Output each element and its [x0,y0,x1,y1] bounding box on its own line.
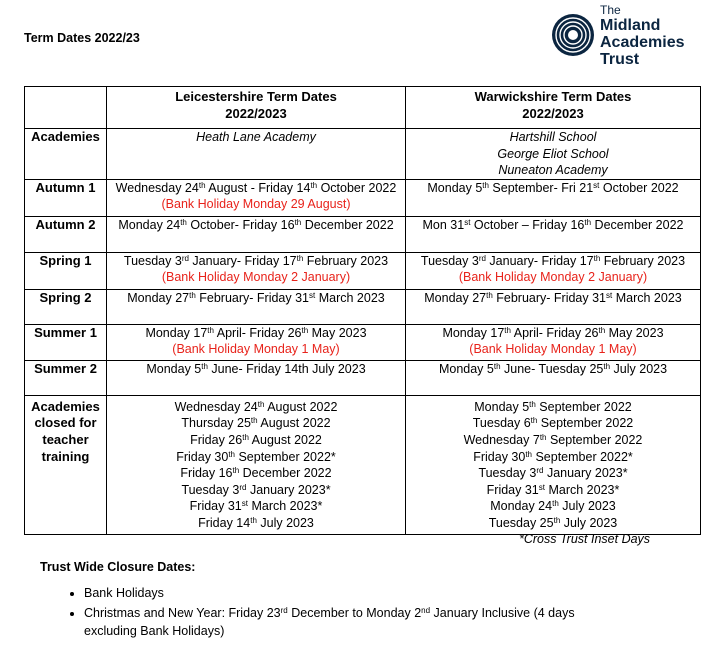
date-range: Monday 5th September- Fri 21st October 2022 [427,180,679,195]
date-range: Monday 17th April- Friday 26th May 2023 [442,325,664,340]
warw-academies-list [406,129,701,180]
warw-academy-name: Hartshill School [509,130,597,144]
closure-dates-list [60,584,604,642]
row-label-academies: Academies [25,129,107,180]
bank-holiday-note: (Bank Holiday Monday 2 January) [161,270,351,285]
trust-logo [550,4,700,70]
table-row [25,216,701,252]
date-range: Monday 17th April- Friday 26th May 2023 [145,325,367,340]
header-warw-year: 2022/2023 [522,106,584,121]
list-item: Friday 31st March 2023* [189,499,323,514]
bank-holiday-note: (Bank Holiday Monday 2 January) [458,270,648,285]
date-range: Monday 5th June- Friday 14th July 2023 [146,361,366,376]
list-item: Friday 30th September 2022* [176,449,336,464]
table-row [25,129,701,180]
row-label-autumn2: Autumn 2 [25,216,107,252]
warw-autumn2-dates [406,216,701,252]
warw-spring1-dates [406,252,701,289]
leic-spring1-dates [107,252,406,289]
warw-summer1-dates [406,324,701,360]
table-row [25,252,701,289]
list-item: Tuesday 25th July 2023 [488,515,618,530]
inset-days-footnote: *Cross Trust Inset Days [519,532,651,546]
list-item: Tuesday 3rd January 2023* [181,482,331,497]
row-label-autumn1: Autumn 1 [25,179,107,216]
header-warwickshire [406,87,701,129]
leic-summer1-dates [107,324,406,360]
date-range: Monday 27th February- Friday 31st March 2023 [127,290,385,305]
logo-text [600,4,685,68]
date-range: Tuesday 3rd January- Friday 17th February 2023 [420,253,686,268]
warw-inset-days [406,395,701,534]
logo-line-academies: Academies [600,34,685,51]
row-label-summer2: Summer 2 [25,360,107,395]
bank-holiday-note: (Bank Holiday Monday 29 August) [161,197,351,212]
table-row [25,324,701,360]
warw-summer2-dates [406,360,701,395]
logo-line-trust: Trust [600,51,640,68]
logo-mark-icon [550,12,596,58]
table-row [25,289,701,324]
warw-autumn1-dates [406,179,701,216]
row-label-closed: Academies closed for teacher training [25,395,107,534]
date-range: Monday 27th February- Friday 31st March 2023 [424,290,682,305]
leic-inset-days [107,395,406,534]
list-item: Tuesday 6th September 2022 [472,416,634,431]
list-item: Wednesday 7th September 2022 [463,432,643,447]
list-item: Friday 16th December 2022 [180,466,332,481]
list-item: Monday 5th September 2022 [474,399,632,414]
leic-autumn2-dates [107,216,406,252]
warw-academy-name: Nuneaton Academy [498,163,608,178]
list-item: Thursday 25th August 2022 [181,416,331,431]
table-row [25,179,701,216]
logo-line-the: The [600,3,621,17]
date-range: Monday 5th June- Tuesday 25th July 2023 [438,361,668,376]
header-leic-title: Leicestershire Term Dates [175,89,337,104]
header-warw-title: Warwickshire Term Dates [474,89,632,104]
bank-holiday-note: (Bank Holiday Monday 1 May) [469,342,637,357]
row-label-summer1: Summer 1 [25,324,107,360]
date-range: Monday 24th October- Friday 16th December 2022 [118,217,394,232]
warw-spring2-dates [406,289,701,324]
date-range: Wednesday 24th August - Friday 14th October 2022 [115,180,397,195]
table-row [25,395,701,534]
list-item: Friday 26th August 2022 [190,432,322,447]
header-row [25,87,701,129]
leic-spring2-dates [107,289,406,324]
closure-dates-heading: Trust Wide Closure Dates: [40,560,196,574]
list-item: Monday 24th July 2023 [490,499,616,514]
header-empty-cell [25,87,107,129]
list-item: Friday 30th September 2022* [473,449,633,464]
header-leic-year: 2022/2023 [225,106,287,121]
date-range: Tuesday 3rd January- Friday 17th February 2023 [123,253,389,268]
bank-holiday-note: (Bank Holiday Monday 1 May) [172,342,340,357]
logo-line-midland: Midland [600,17,661,34]
term-dates-table [24,86,701,535]
leic-academy-name: Heath Lane Academy [107,129,406,180]
header-leicestershire [107,87,406,129]
list-item: Friday 31st March 2023* [486,482,620,497]
row-label-spring1: Spring 1 [25,252,107,289]
table-row [25,360,701,395]
list-item: • Christmas and New Year: Friday 23rd December to Monday 2nd January Inclusive (4 days excluding Bank Holidays) [84,604,604,640]
leic-autumn1-dates [107,179,406,216]
list-item: • Bank Holidays [84,584,604,602]
row-label-spring2: Spring 2 [25,289,107,324]
warw-academy-name: George Eliot School [497,146,609,161]
leic-summer2-dates [107,360,406,395]
document-title: Term Dates 2022/23 [24,31,140,45]
list-item: Tuesday 3rd January 2023* [478,466,628,481]
list-item: Wednesday 24th August 2022 [174,399,338,414]
date-range: Mon 31st October – Friday 16th December 2022 [422,217,684,232]
list-item: Friday 14th July 2023 [198,515,314,530]
